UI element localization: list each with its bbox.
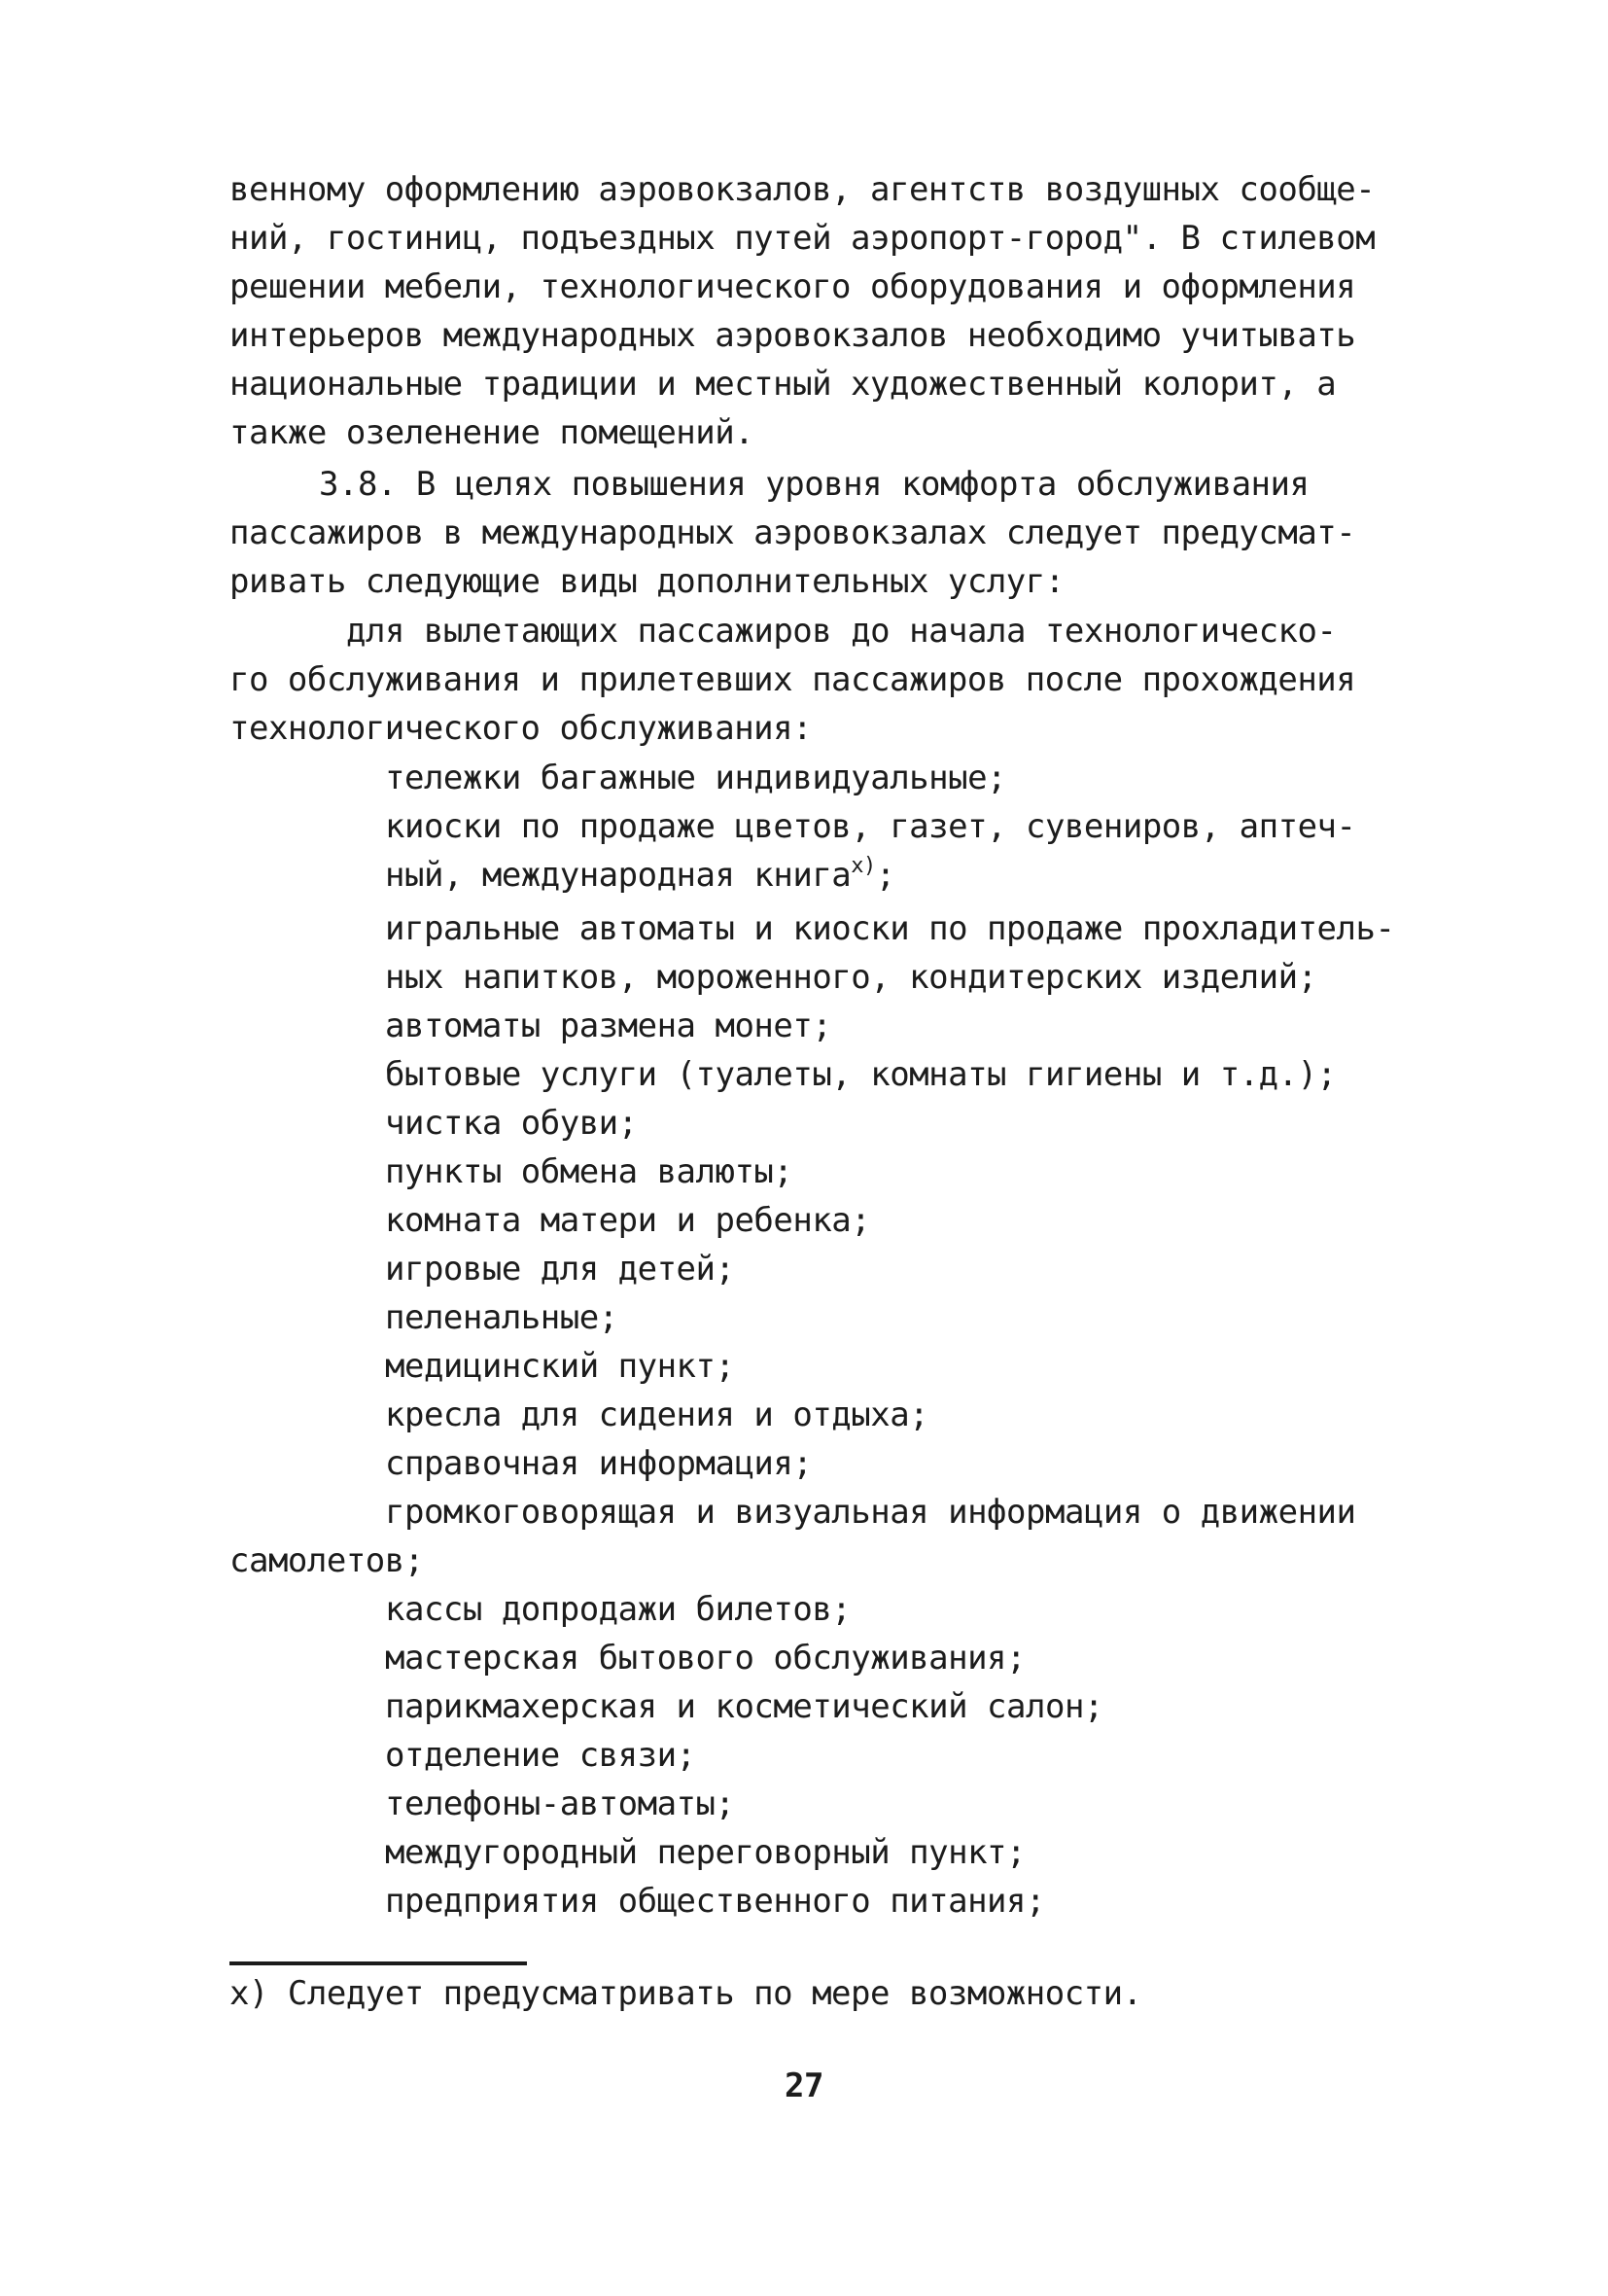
paragraph-line: решении мебели, технологического оборудования и оформления [229, 267, 1356, 306]
subheading-line: го обслуживания и прилетевших пассажиров после прохождения [229, 660, 1356, 699]
services-list [229, 754, 1552, 1925]
list-item: игральные автоматы и киоски по продаже прохладитель- [385, 909, 1395, 948]
footnote-marker: x) [851, 854, 876, 878]
list-item: пеленальные; [385, 1298, 618, 1337]
list-item: игровые для детей; [385, 1250, 735, 1289]
list-item: пункты обмена валюты; [385, 1152, 793, 1191]
list-item: автоматы размена монет; [385, 1007, 832, 1045]
list-item-tail: ; [875, 856, 895, 895]
list-item: медицинский пункт; [385, 1347, 735, 1386]
footnote-divider [229, 1961, 527, 1965]
list-item: парикмахерская и косметический салон; [385, 1687, 1103, 1726]
list-item: громкоговорящая и визуальная информация о движении [385, 1493, 1356, 1532]
footnote: х) Следует предусматривать по мере возможности. [229, 1974, 1142, 2013]
section-3-8-line: пассажиров в международных аэровокзалах следует предусмат- [229, 513, 1356, 552]
section-3-8-line: 3.8. В целях повышения уровня комфорта обслуживания [319, 465, 1310, 504]
list-item: комната матери и ребенка; [385, 1201, 871, 1240]
list-item: тележки багажные индивидуальные; [385, 759, 1007, 797]
paragraph-line: национальные традиции и местный художественный колорит, а [229, 365, 1337, 404]
paragraph-line: также озеленение помещений. [229, 413, 754, 452]
paragraph-line: интерьеров международных аэровокзалов необходимо учитывать [229, 316, 1356, 355]
list-item: телефоны-автоматы; [385, 1784, 735, 1823]
paragraph-line: ний, гостиниц, подъездных путей аэропорт-город". В стилевом [229, 219, 1376, 258]
list-item: междугородный переговорный пункт; [385, 1833, 1027, 1872]
page-number: 27 [785, 2066, 823, 2105]
subheading-line: для вылетающих пассажиров до начала технологическо- [346, 612, 1337, 651]
list-item: чистка обуви; [385, 1104, 638, 1143]
list-item: ных напитков, мороженного, кондитерских изделий; [385, 958, 1317, 997]
list-item: киоски по продаже цветов, газет, сувениров, аптеч- [385, 807, 1356, 846]
list-item: мастерская бытового обслуживания; [385, 1639, 1027, 1678]
list-item: отделение связи; [385, 1736, 696, 1775]
paragraph-line: венному оформлению аэровокзалов, агентств воздушных сообще- [229, 170, 1376, 209]
list-item [385, 851, 1552, 904]
section-3-8-line: ривать следующие виды дополнительных услуг: [229, 562, 1065, 601]
list-item: кресла для сидения и отдыха; [385, 1395, 929, 1434]
subheading-line: технологического обслуживания: [229, 709, 813, 748]
list-item: кассы допродажи билетов; [385, 1590, 852, 1629]
list-item: предприятия общественного питания; [385, 1882, 1045, 1921]
list-item-text: ный, международная книга [385, 856, 852, 895]
list-item-continuation: самолетов; [229, 1541, 424, 1580]
list-item: справочная информация; [385, 1444, 813, 1483]
list-item: бытовые услуги (туалеты, комнаты гигиены и т.д.); [385, 1055, 1337, 1094]
